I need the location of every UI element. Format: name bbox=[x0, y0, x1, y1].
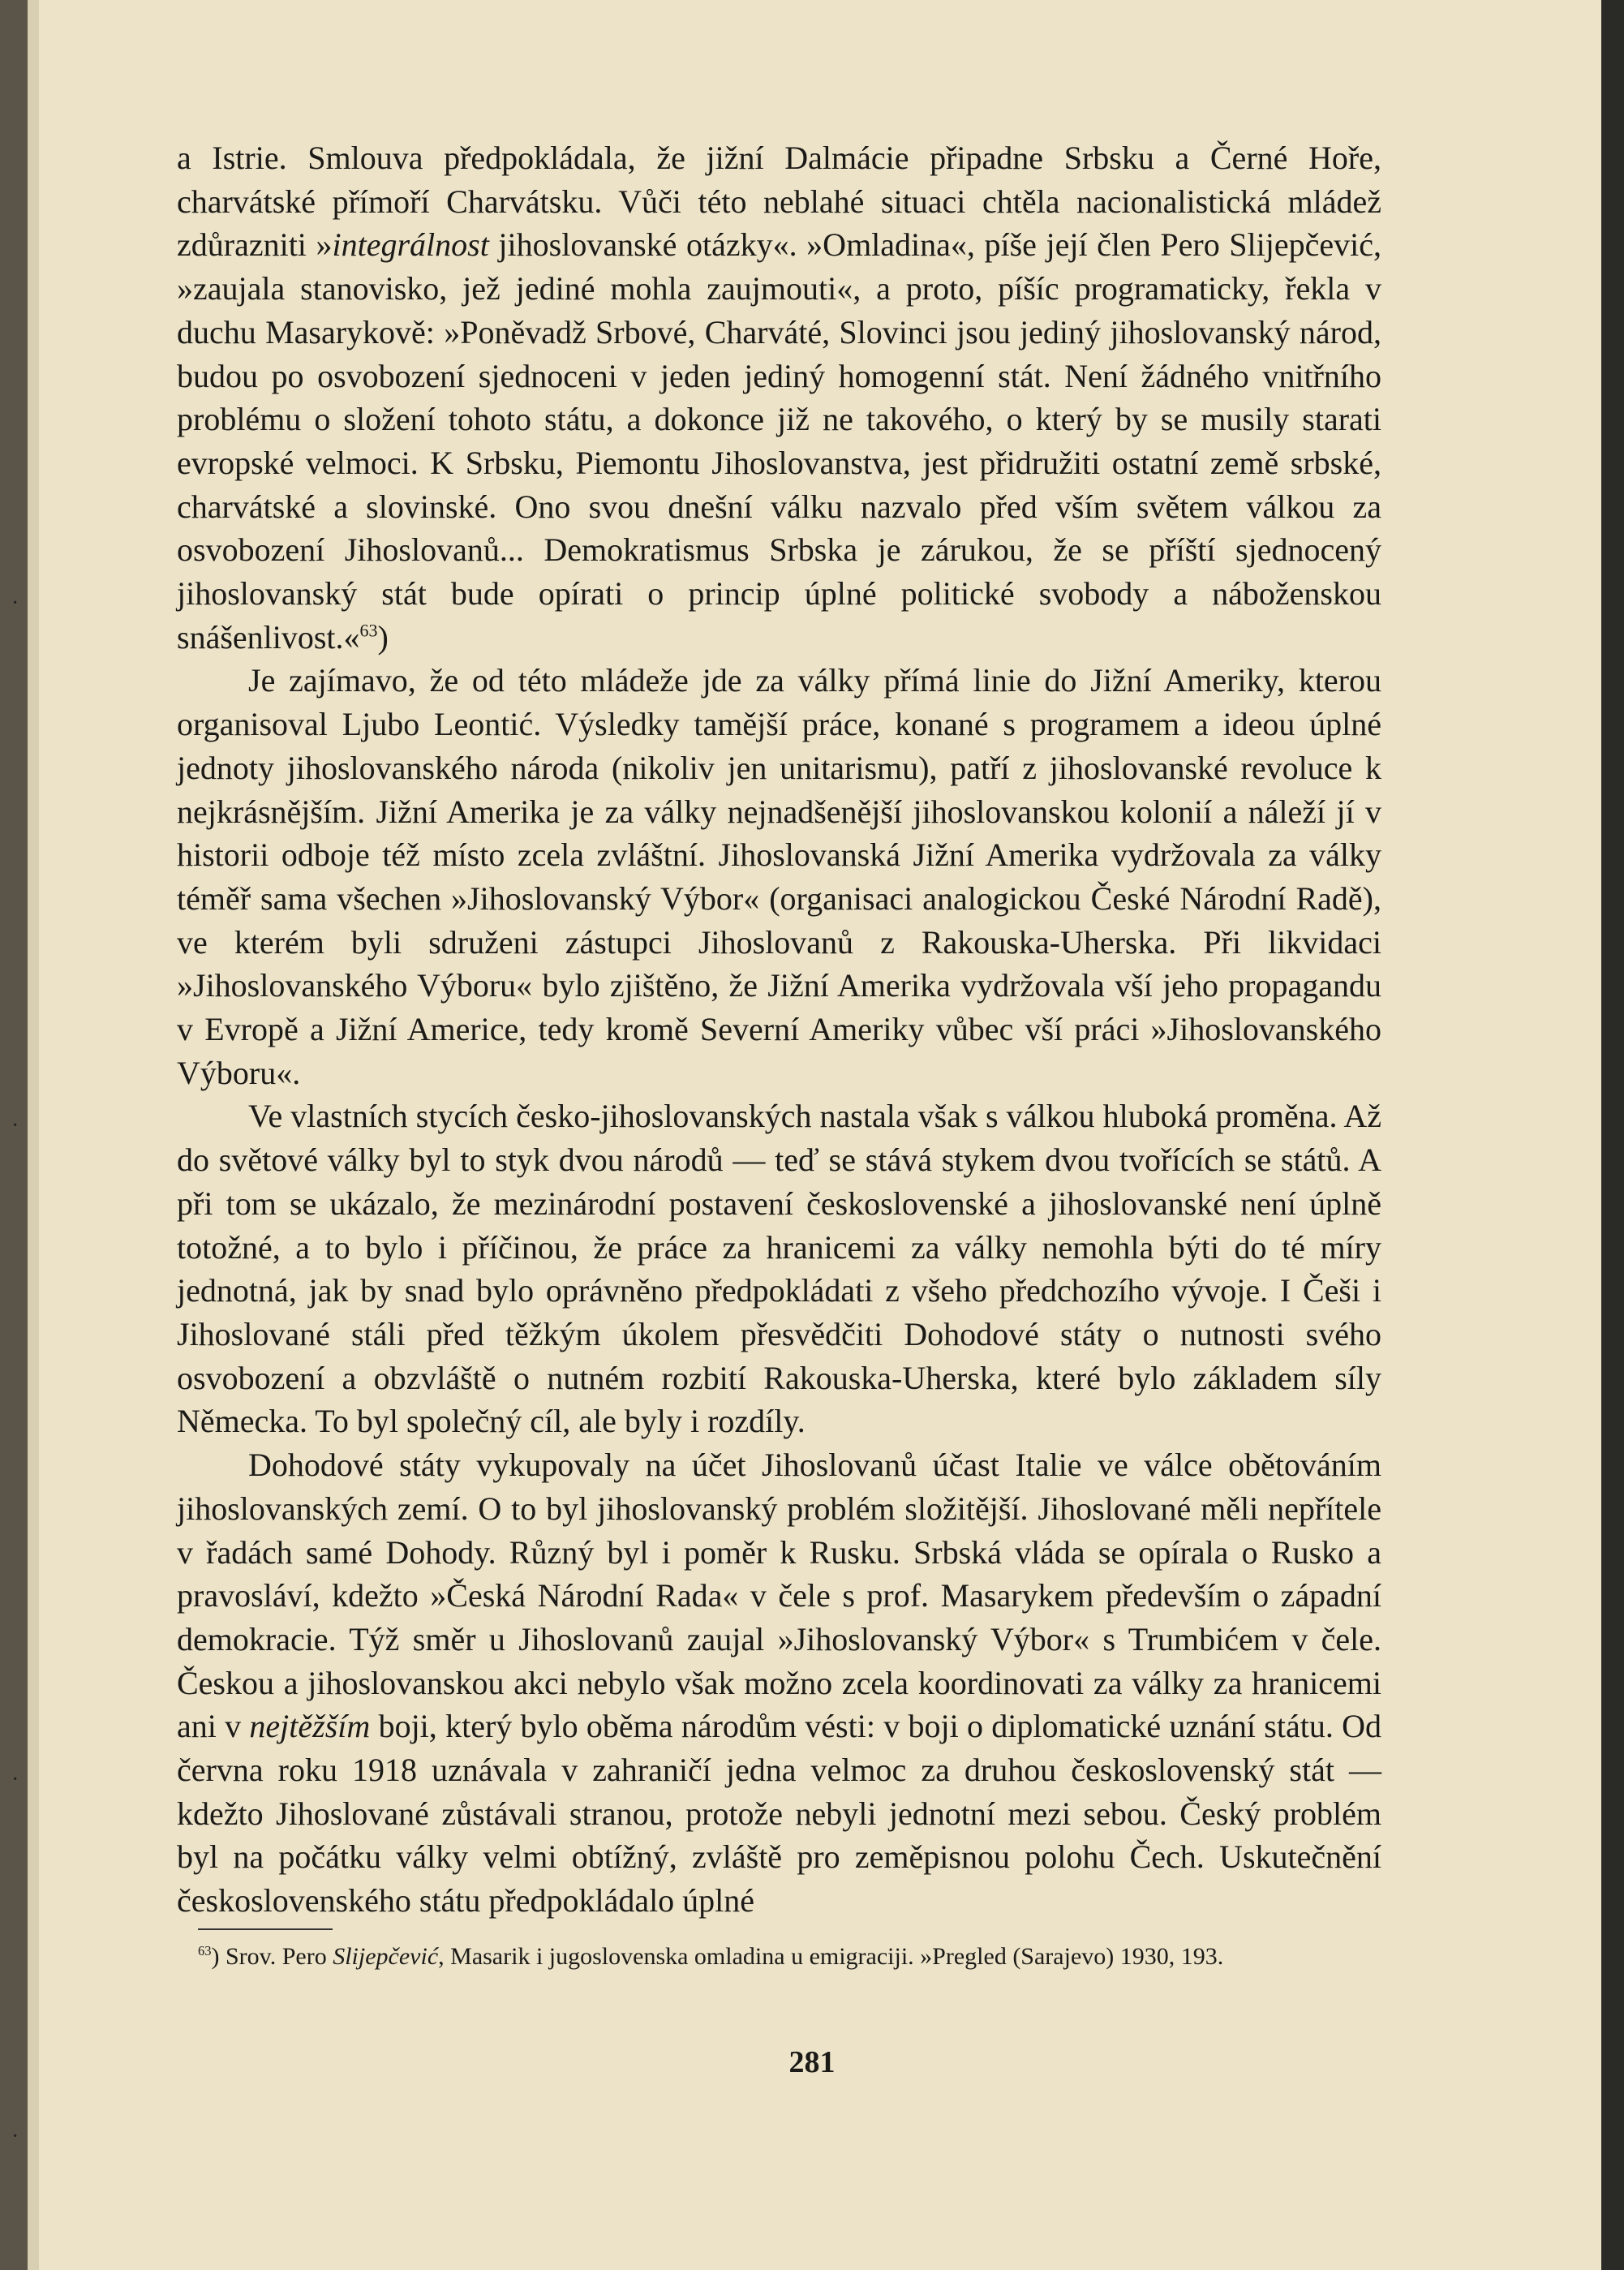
footnotes bbox=[198, 1941, 1382, 1972]
body-text bbox=[177, 136, 1381, 1923]
text-run: Je zajímavo, že od této mládeže jde za války přímá linie do Jižní Ameriky, kterou organisoval Ljubo Leontić. Výsledky tamější práce, konané s programem a ideou úplné jednoty jihoslovanského národa (nikoliv jen unitarismu), patří z jihoslovanské revoluce k nejkrásnějším. Jižní Amerika je za války nejnadšenější jihoslovanskou kolonií a náleží jí v historii odboje též místo zcela zvláštní. Jihoslovanská Jižní Amerika vydržovala za války téměř sama všechen »Jihoslovanský Výbor« (organisaci analogickou České Národní Radě), ve kterém byli sdruženi zástupci Jihoslovanů z Rakouska-Uherska. Při likvidaci »Jihoslovanského Výboru« bylo zjištěno, že Jižní Amerika vydržovala vší jeho propagandu v Evropě a Jižní Americe, tedy kromě Severní Ameriky vůbec vší práci »Jihoslovanského Výboru«. bbox=[177, 662, 1381, 1091]
text-run: boji, který bylo oběma národům vésti: v boji o diplomatické uznání státu. Od června roku 1918 uznávala v zahraničí jedna velmoc za druhou československý stát — kdežto Jihoslované zůstávali stranou, protože nebyli jednotní mezi sebou. Český problém byl na počátku války velmi obtížný, zvláště pro zeměpisnou polohu Čech. Uskutečnění československého státu předpokládalo úplné bbox=[177, 1708, 1381, 1920]
margin-mark: · bbox=[11, 1767, 19, 1792]
margin-mark: · bbox=[11, 2124, 19, 2149]
paragraph bbox=[177, 1094, 1381, 1443]
emphasis: nejtěžším bbox=[249, 1708, 371, 1745]
margin-mark: · bbox=[11, 1113, 19, 1138]
text-run: Ve vlastních stycích česko-jihoslovanských nastala však s válkou hluboká proměna. Až do světové války byl to styk dvou národů — teď se stává stykem dvou tvořících se států. A při tom se ukázalo, že mezinárodní postavení československé a jihoslovanské není úplně totožné, a to bylo i příčinou, že práce za hranicemi za války nemohla býti do té míry jednotná, jak by snad bylo oprávněno předpokládati z všeho předchozího vývoje. I Češi i Jihoslované stáli před těžkým úkolem přesvědčiti Dohodové státy o nutnosti svého osvobození a obzvláště o nutném rozbití Rakouska-Uherska, které bylo základem síly Německa. To byl společný cíl, ale byly i rozdíly. bbox=[177, 1098, 1381, 1440]
paragraph bbox=[177, 659, 1381, 1094]
scan-edge bbox=[1601, 0, 1624, 2270]
binding-edge bbox=[28, 0, 39, 2270]
text-run: ) Srov. Pero bbox=[211, 1943, 333, 1970]
footnote-ref: 63 bbox=[359, 620, 378, 641]
footnote-divider bbox=[198, 1928, 333, 1930]
emphasis: integrálnost bbox=[332, 226, 489, 264]
text-run: jihoslovanské otázky«. »Omladina«, píše její člen Pero Slijepčević, »zaujala stanovisko, jež jediné mohla zaujmouti«, a proto, píšíc programaticky, řekla v duchu Masarykově: »Poněvadž Srbové, Charváté, Slovinci jsou jediný jihoslovanský národ, budou po osvobození sjednoceni v jeden jediný homogenní stát. Není žádného vnitřního problému o složení tohoto státu, a dokonce již ne takového, o který by se musily starati evropské velmoci. K Srbsku, Piemontu Jihoslovanstva, jest přidružiti ostatní země srbské, charvátské a slovinské. Ono svou dnešní válku nazvalo před vším světem válkou za osvobození Jihoslovanů... Demokratismus Srbska je zárukou, že se příští sjednocený jihoslovanský stát bude opírati o princip úplné politické svobody a náboženskou snášenlivost.« bbox=[177, 226, 1381, 656]
text-run: Dohodové státy vykupovaly na účet Jihoslovanů účast Italie ve válce obětováním jihoslovanských zemí. O to byl jihoslovanský problém složitější. Jihoslované měli nepřítele v řadách samé Dohody. Různý byl i poměr k Rusku. Srbská vláda se opírala o Rusko a pravosláví, kdežto »Česká Národní Rada« v čele s prof. Masarykem především o západní demokracie. Týž směr u Jihoslovanů zaujal »Jihoslovanský Výbor« s Trumbićem v čele. Českou a jihoslovanskou akci nebylo však možno zcela koordinovati za války za hranicemi ani v bbox=[177, 1447, 1381, 1745]
paragraph bbox=[177, 136, 1381, 659]
footnote bbox=[198, 1941, 1382, 1972]
margin-mark: · bbox=[11, 591, 19, 616]
page-number: 281 bbox=[788, 2045, 836, 2079]
text-run: , Masarik i jugoslovenska omladina u emigraciji. »Pregled (Sarajevo) 1930, 193. bbox=[438, 1943, 1224, 1970]
emphasis: Slijepčević bbox=[333, 1943, 439, 1970]
text-run: a Istrie. Smlouva předpokládala, že jižní Dalmácie připadne Srbsku a Černé Hoře, charvátské přímoří Charvátsku. Vůči této neblahé situaci chtěla nacionalistická mládež zdůrazniti » bbox=[177, 140, 1381, 264]
paragraph bbox=[177, 1443, 1381, 1923]
text-run: ) bbox=[377, 618, 389, 656]
footnote-ref: 63 bbox=[198, 1943, 212, 1958]
